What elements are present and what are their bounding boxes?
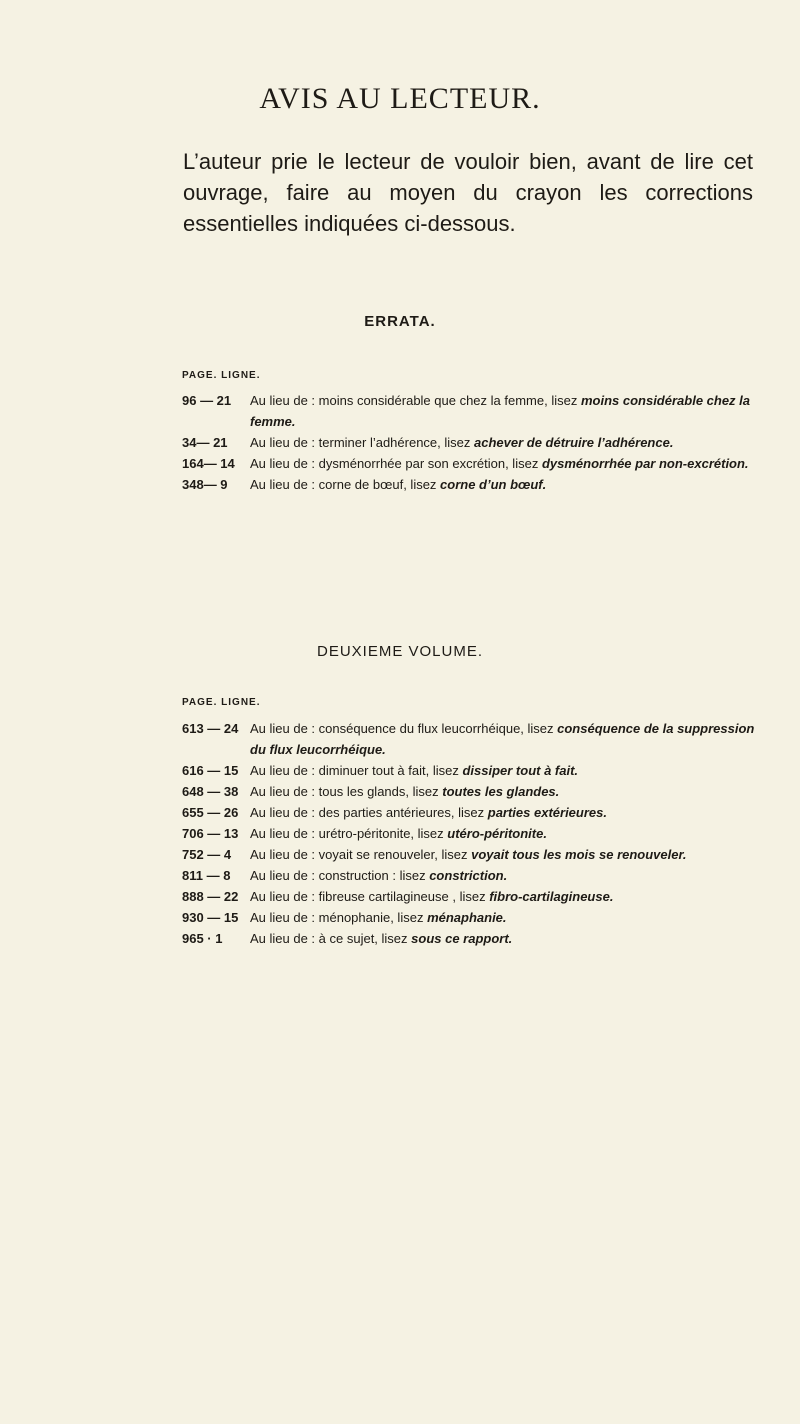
errata-entry bbox=[182, 781, 762, 802]
entry-correction: toutes les glandes. bbox=[442, 784, 560, 799]
errata-entry bbox=[182, 907, 762, 928]
entry-correction: fibro-cartilagineuse. bbox=[489, 889, 614, 904]
entry-text: Au lieu de : à ce sujet, lisez sous ce rapport. bbox=[250, 931, 513, 946]
entry-reference: 930 — 15 bbox=[182, 910, 239, 925]
entry-reference: 811 — 8 bbox=[182, 868, 231, 883]
entry-reference: 752 — 4 bbox=[182, 847, 232, 862]
entry-text: Au lieu de : terminer l’adhérence, lisez achever de détruire l’adhérence. bbox=[250, 435, 674, 450]
entry-reference: 34— 21 bbox=[182, 435, 228, 450]
entry-text: Au lieu de : fibreuse cartilagineuse , lisez fibro-cartilagineuse. bbox=[250, 889, 614, 904]
errata-entry bbox=[182, 886, 762, 907]
entry-correction: voyait tous les mois se renouveler. bbox=[471, 847, 687, 862]
errata-entry bbox=[182, 453, 762, 474]
volume-list bbox=[182, 718, 762, 949]
entry-text: Au lieu de : voyait se renouveler, lisez voyait tous les mois se renouveler. bbox=[250, 847, 687, 862]
entry-reference: 706 — 13 bbox=[182, 826, 239, 841]
errata-entry bbox=[182, 865, 762, 886]
entry-correction: utéro-péritonite. bbox=[447, 826, 547, 841]
volume-heading: DEUXIEME VOLUME. bbox=[316, 643, 484, 660]
entry-text: Au lieu de : des parties antérieures, lisez parties extérieures. bbox=[250, 805, 607, 820]
entry-reference: 655 — 26 bbox=[182, 805, 239, 820]
errata-entry bbox=[182, 760, 762, 781]
entry-text: Au lieu de : urétro-péritonite, lisez utéro-péritonite. bbox=[250, 826, 547, 841]
errata-entry bbox=[182, 474, 762, 495]
errata-entry bbox=[182, 844, 762, 865]
entry-text: Au lieu de : construction : lisez constriction. bbox=[250, 868, 508, 883]
errata-heading: ERRATA. bbox=[364, 313, 436, 330]
errata-entry bbox=[182, 718, 762, 760]
intro-paragraph: L’auteur prie le lecteur de vouloir bien, avant de lire cet ouvrage, faire au moyen du crayon les corrections essentielles indiquées ci-dessous. bbox=[183, 149, 753, 236]
entry-text: Au lieu de : ménophanie, lisez ménaphanie. bbox=[250, 910, 507, 925]
entry-reference: 613 — 24 bbox=[182, 721, 239, 736]
errata-entry bbox=[182, 928, 762, 949]
entry-reference: 164— 14 bbox=[182, 456, 235, 471]
entry-correction: achever de détruire l’adhérence. bbox=[474, 435, 674, 450]
entry-text: Au lieu de : conséquence du flux leucorrhéique, lisez conséquence de la suppression du flux leucorrhéique. bbox=[250, 721, 755, 757]
entry-text: Au lieu de : diminuer tout à fait, lisez dissiper tout à fait. bbox=[250, 763, 579, 778]
entry-reference: 965 · 1 bbox=[182, 931, 223, 946]
entry-reference: 348— 9 bbox=[182, 477, 228, 492]
entry-correction: dissiper tout à fait. bbox=[462, 763, 579, 778]
errata-entry bbox=[182, 390, 762, 432]
errata-entry bbox=[182, 432, 762, 453]
errata-column-header: PAGE. LIGNE. bbox=[182, 370, 261, 381]
volume-column-header: PAGE. LIGNE. bbox=[182, 697, 261, 708]
entry-correction: corne d’un bœuf. bbox=[440, 477, 547, 492]
errata-entry bbox=[182, 823, 762, 844]
entry-correction: sous ce rapport. bbox=[411, 931, 513, 946]
entry-correction: ménaphanie. bbox=[427, 910, 507, 925]
entry-correction: parties extérieures. bbox=[487, 805, 607, 820]
entry-correction: conséquence de la suppression du flux leucorrhéique. bbox=[250, 721, 755, 757]
entry-reference: 888 — 22 bbox=[182, 889, 239, 904]
entry-correction: moins considérable chez la femme. bbox=[250, 393, 751, 429]
page-title: AVIS AU LECTEUR. bbox=[259, 82, 541, 115]
entry-reference: 616 — 15 bbox=[182, 763, 239, 778]
entry-text: Au lieu de : corne de bœuf, lisez corne d’un bœuf. bbox=[250, 477, 547, 492]
entry-text: Au lieu de : tous les glands, lisez toutes les glandes. bbox=[250, 784, 560, 799]
entry-correction: constriction. bbox=[429, 868, 508, 883]
entry-reference: 648 — 38 bbox=[182, 784, 239, 799]
errata-list bbox=[182, 390, 762, 495]
errata-entry bbox=[182, 802, 762, 823]
entry-text: Au lieu de : moins considérable que chez la femme, lisez moins considérable chez la femme. bbox=[250, 393, 751, 429]
entry-correction: dysménorrhée par non-excrétion. bbox=[541, 456, 749, 471]
entry-reference: 96 — 21 bbox=[182, 393, 232, 408]
entry-text: Au lieu de : dysménorrhée par son excrétion, lisez dysménorrhée par non-excrétion. bbox=[250, 456, 749, 471]
